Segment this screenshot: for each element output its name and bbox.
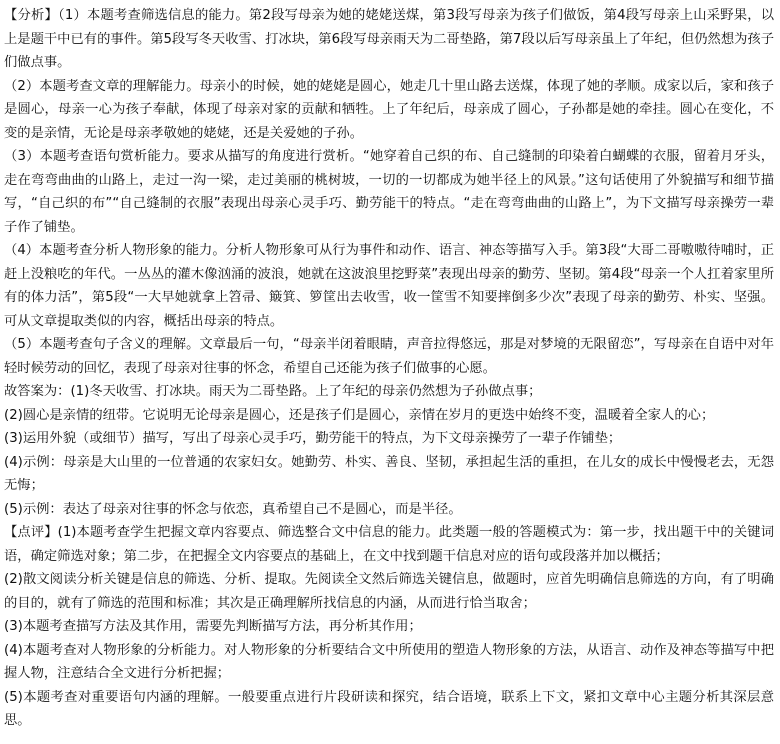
answer-line-3: (3)运用外貌（或细节）描写，写出了母亲心灵手巧，勤劳能干的特点，为下文母亲操劳了一辈子作铺垫； xyxy=(4,431,622,446)
answer-line-1: 故答案为：(1)冬天收雪、打冰块。雨天为二哥垫路。上了年纪的母亲仍然想为子孙做点事； xyxy=(4,384,542,399)
comment-paragraph-1 xyxy=(4,521,774,568)
answer-line-5: (5)示例：表达了母亲对往事的怀念与依恋，真希望自己不是圆心，而是半径。 xyxy=(4,501,462,517)
comment-label: 【点评】 xyxy=(4,525,58,540)
answer-line-4: (4)示例：母亲是大山里的一位普通的农家妇女。她勤劳、朴实、善良、坚韧，承担起生活的重担，在儿女的成长中慢慢老去，无怨无悔； xyxy=(4,454,774,493)
comment-paragraph-5: (5)本题考查对重要语句内涵的理解。一般要重点进行片段研读和探究，结合语境，联系上下文，紧扣文章中心主题分析其深层意思。 xyxy=(4,689,774,728)
analysis-text-1: （1）本题考查筛选信息的能力。第2段写母亲为她的姥姥送煤，第3段写母亲为孩子们做饭，第4段写母亲上山采野果，以上是题干中已有的事件。第5段写冬天收雪、打冰块，第6段写母亲雨天为二哥垫路，第7段以后写母亲虽上了年纪，但仍然想为孩子们做点事。 xyxy=(4,8,775,70)
comment-paragraph-4: (4)本题考查对人物形象的分析能力。对人物形象的分析要结合文中所使用的塑造人物形象的方法，从语言、动作及神态等描写中把握人物，注意结合全文进行分析把握； xyxy=(4,642,774,681)
analysis-label: 【分析】 xyxy=(4,8,58,23)
analysis-paragraph-1 xyxy=(4,4,774,75)
comment-paragraph-2: (2)散文阅读分析关键是信息的筛选、分析、提取。先阅读全文然后筛选关键信息，做题时，应首先明确信息筛选的方向，有了明确的目的，就有了筛选的范围和标准；其次是正确理解所找信息的内涵，从而进行恰当取舍； xyxy=(4,572,774,611)
analysis-paragraph-3: （3）本题考查语句赏析能力。要求从描写的角度进行赏析。“她穿着自己织的布、自己缝制的印染着白蝴蝶的衣服，留着月牙头，走在弯弯曲曲的山路上，走过一沟一梁，走过美丽的桃树坡，一切的一切都成为她半径上的风景。”这句话使用了外貌描写和细节描写，“自己织的布”“自己缝制的衣服”表现出母亲心灵手巧、勤劳能干的特点。“走在弯弯曲曲的山路上”，为下文描写母亲操劳一辈子作了铺垫。 xyxy=(4,149,774,235)
answer-line-2: (2)圆心是亲情的纽带。它说明无论母亲是圆心，还是孩子们是圆心，亲情在岁月的更迭中始终不变，温暖着全家人的心； xyxy=(4,407,715,423)
comment-paragraph-3: (3)本题考查描写方法及其作用，需要先判断描写方法，再分析其作用； xyxy=(4,619,422,634)
analysis-paragraph-4: （4）本题考查分析人物形象的能力。分析人物形象可从行为事件和动作、语言、神态等描写入手。第3段“大哥二哥嗷嗷待哺时，正赶上没粮吃的年代。一丛丛的灌木像汹涌的波浪，她就在这波浪里挖野菜”表现出母亲的勤劳、坚韧。第4段“母亲一个人扛着家里所有的体力活”，第5段“一大早她就拿上笤帚、簸箕、箩筐出去收雪，收一筐雪不知要摔倒多少次”表现了母亲的勤劳、朴实、坚强。可从文章提取类似的内容，概括出母亲的特点。 xyxy=(4,243,774,329)
analysis-paragraph-2: （2）本题考查文章的理解能力。母亲小的时候，她的姥姥是圆心，她走几十里山路去送煤，体现了她的孝顺。成家以后，家和孩子是圆心，母亲一心为孩子奉献，体现了母亲对家的贡献和牺牲。上了年纪后，母亲成了圆心，子孙都是她的牵挂。圆心在变化，不变的是亲情，无论是母亲孝敬她的姥姥，还是关爱她的子孙。 xyxy=(4,78,774,141)
comment-text-1: (1)本题考查学生把握文章内容要点、筛选整合文中信息的能力。此类题一般的答题模式为：第一步，找出题干中的关键词语，确定筛选对象；第二步，在把握全文内容要点的基础上，在文中找到题干信息对应的语句或段落并加以概括； xyxy=(4,525,774,564)
analysis-paragraph-5: （5）本题考查句子含义的理解。文章最后一句，“母亲半闭着眼睛，声音拉得悠远，那是对梦境的无限留恋”，写母亲在自语中对年轻时候劳动的回忆，表现了母亲对往事的怀念，希望自己还能为孩子们做事的心愿。 xyxy=(4,337,774,376)
